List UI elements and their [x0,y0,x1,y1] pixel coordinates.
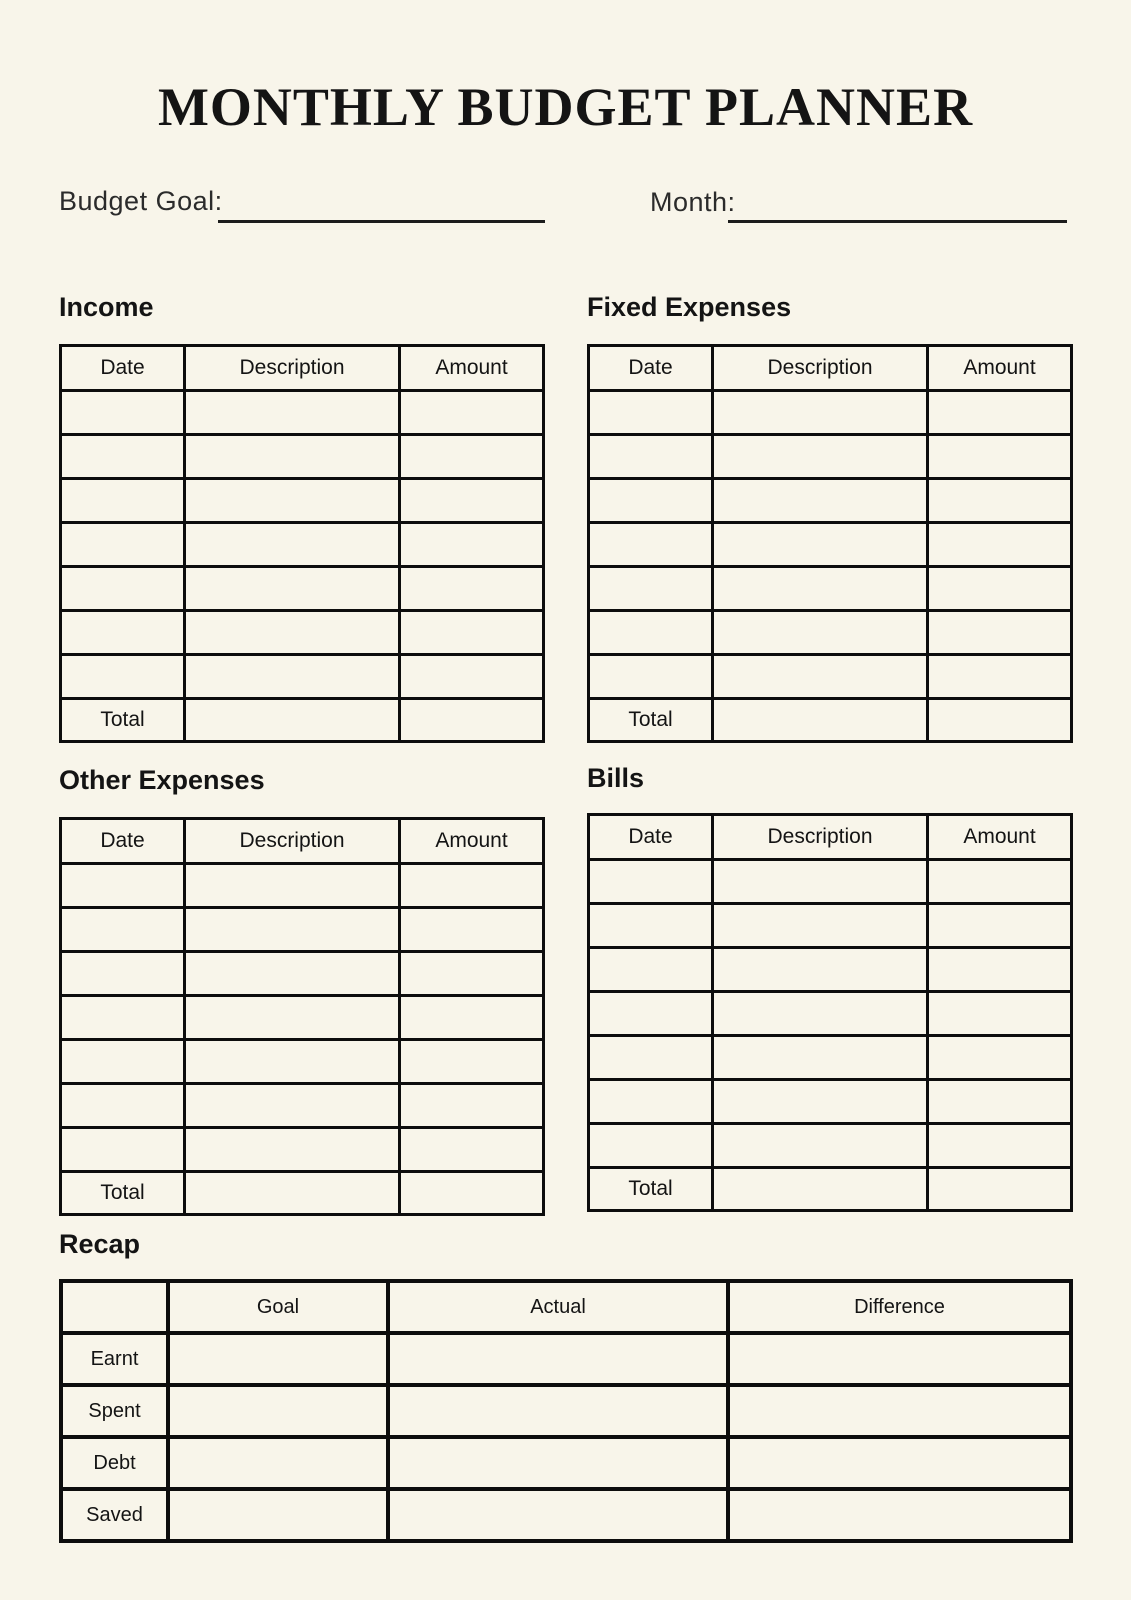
recap-row [61,1385,1071,1437]
bills-section-title: Bills [587,763,645,793]
column-header: Date [61,346,185,391]
total-row [589,1168,1072,1211]
entry-cell[interactable] [928,1080,1072,1124]
entry-cell[interactable] [713,1036,928,1080]
entry-cell[interactable] [400,655,544,699]
recap-row-label: Debt [61,1437,168,1489]
other-expenses-table [59,817,545,1216]
recap-goal-cell[interactable] [168,1333,388,1385]
entry-row [61,952,544,996]
entry-cell[interactable] [928,904,1072,948]
entry-row [589,523,1072,567]
entry-cell[interactable] [928,1036,1072,1080]
entry-cell[interactable] [713,948,928,992]
total-label: Total [589,1168,713,1211]
entry-cell[interactable] [400,523,544,567]
recap-goal-cell[interactable] [168,1385,388,1437]
entry-cell[interactable] [61,567,185,611]
entry-cell[interactable] [400,908,544,952]
entry-cell[interactable] [61,1040,185,1084]
entry-row [589,567,1072,611]
entry-cell[interactable] [400,479,544,523]
header-row [61,819,544,864]
entry-cell[interactable] [185,567,400,611]
entry-row [589,611,1072,655]
recap-row [61,1489,1071,1541]
entry-cell[interactable] [61,1084,185,1128]
total-value-cell[interactable] [400,699,544,742]
entry-cell[interactable] [589,391,713,435]
entry-cell[interactable] [61,864,185,908]
recap-column-header: Difference [728,1281,1071,1333]
entry-cell[interactable] [61,655,185,699]
income-section-title: Income [59,292,154,322]
entry-row [61,1084,544,1128]
column-header: Amount [928,346,1072,391]
recap-difference-cell[interactable] [728,1385,1071,1437]
entry-row [61,655,544,699]
entry-cell[interactable] [589,948,713,992]
entry-cell[interactable] [713,479,928,523]
entry-cell[interactable] [713,992,928,1036]
entry-row [589,948,1072,992]
total-row [61,1172,544,1215]
entry-row [589,1080,1072,1124]
column-header: Description [185,819,400,864]
column-header: Amount [400,819,544,864]
recap-column-header: Actual [388,1281,728,1333]
entry-cell[interactable] [928,611,1072,655]
recap-section-title: Recap [59,1229,141,1259]
entry-cell[interactable] [185,1128,400,1172]
recap-actual-cell[interactable] [388,1385,728,1437]
total-value-cell[interactable] [713,699,928,742]
recap-row-label: Spent [61,1385,168,1437]
entry-cell[interactable] [713,523,928,567]
entry-row [589,479,1072,523]
entry-cell[interactable] [589,1036,713,1080]
entry-cell[interactable] [928,523,1072,567]
entry-cell[interactable] [185,1084,400,1128]
entry-cell[interactable] [185,996,400,1040]
recap-difference-cell[interactable] [728,1489,1071,1541]
total-value-cell[interactable] [185,699,400,742]
entry-cell[interactable] [61,1128,185,1172]
total-value-cell[interactable] [928,1168,1072,1211]
entry-row [61,996,544,1040]
entry-cell[interactable] [185,435,400,479]
entry-cell[interactable] [400,391,544,435]
recap-row [61,1437,1071,1489]
entry-cell[interactable] [928,567,1072,611]
entry-row [589,992,1072,1036]
header-row [589,346,1072,391]
entry-cell[interactable] [928,948,1072,992]
header-row [61,346,544,391]
entry-cell[interactable] [185,1040,400,1084]
recap-actual-cell[interactable] [388,1437,728,1489]
entry-cell[interactable] [400,1084,544,1128]
total-row [61,699,544,742]
entry-cell[interactable] [61,611,185,655]
entry-cell[interactable] [928,992,1072,1036]
entry-row [589,391,1072,435]
entry-cell[interactable] [589,860,713,904]
entry-cell[interactable] [589,1080,713,1124]
total-row [589,699,1072,742]
entry-cell[interactable] [589,1124,713,1168]
fixed-expenses-table [587,344,1073,743]
recap-header-row [61,1281,1071,1333]
entry-row [61,435,544,479]
total-label: Total [61,699,185,742]
recap-actual-cell[interactable] [388,1489,728,1541]
recap-actual-cell[interactable] [388,1333,728,1385]
entry-cell[interactable] [713,567,928,611]
entry-row [589,435,1072,479]
entry-cell[interactable] [61,435,185,479]
entry-cell[interactable] [928,435,1072,479]
budget-goal-input-line[interactable] [218,220,545,223]
entry-cell[interactable] [61,391,185,435]
entry-cell[interactable] [713,391,928,435]
entry-row [589,904,1072,948]
recap-row [61,1333,1071,1385]
entry-cell[interactable] [400,435,544,479]
entry-cell[interactable] [589,435,713,479]
recap-column-header [61,1281,168,1333]
entry-cell[interactable] [400,864,544,908]
recap-goal-cell[interactable] [168,1437,388,1489]
entry-cell[interactable] [928,860,1072,904]
entry-cell[interactable] [713,860,928,904]
entry-cell[interactable] [185,864,400,908]
total-value-cell[interactable] [185,1172,400,1215]
entry-cell[interactable] [928,391,1072,435]
entry-row [61,908,544,952]
entry-cell[interactable] [61,523,185,567]
header-row [589,815,1072,860]
entry-cell[interactable] [928,1124,1072,1168]
entry-row [61,611,544,655]
entry-cell[interactable] [400,952,544,996]
column-header: Description [185,346,400,391]
column-header: Date [589,815,713,860]
entry-cell[interactable] [713,1080,928,1124]
total-value-cell[interactable] [928,699,1072,742]
total-value-cell[interactable] [713,1168,928,1211]
entry-row [589,860,1072,904]
recap-difference-cell[interactable] [728,1437,1071,1489]
entry-cell[interactable] [185,908,400,952]
entry-cell[interactable] [400,996,544,1040]
entry-cell[interactable] [589,567,713,611]
entry-cell[interactable] [400,1128,544,1172]
fixed-expenses-section-title: Fixed Expenses [587,292,792,322]
income-table [59,344,545,743]
total-label: Total [61,1172,185,1215]
entry-cell[interactable] [185,655,400,699]
entry-cell[interactable] [400,1040,544,1084]
column-header: Description [713,346,928,391]
entry-row [589,1124,1072,1168]
recap-row-label: Saved [61,1489,168,1541]
entry-cell[interactable] [185,952,400,996]
total-label: Total [589,699,713,742]
entry-row [61,567,544,611]
entry-cell[interactable] [713,1124,928,1168]
month-label: Month: [650,187,736,217]
entry-cell[interactable] [589,992,713,1036]
entry-cell[interactable] [713,435,928,479]
entry-cell[interactable] [185,611,400,655]
recap-table [59,1279,1073,1543]
entry-cell[interactable] [589,611,713,655]
entry-cell[interactable] [589,479,713,523]
entry-cell[interactable] [713,904,928,948]
entry-row [61,479,544,523]
entry-cell[interactable] [928,479,1072,523]
other-expenses-section-title: Other Expenses [59,765,265,795]
entry-cell[interactable] [61,908,185,952]
entry-cell[interactable] [713,655,928,699]
budget-goal-label: Budget Goal: [59,186,223,216]
entry-cell[interactable] [589,655,713,699]
column-header: Date [61,819,185,864]
recap-column-header: Goal [168,1281,388,1333]
entry-cell[interactable] [61,996,185,1040]
bills-table [587,813,1073,1212]
entry-cell[interactable] [589,523,713,567]
entry-row [61,523,544,567]
entry-cell[interactable] [928,655,1072,699]
column-header: Amount [400,346,544,391]
entry-cell[interactable] [589,904,713,948]
entry-cell[interactable] [185,479,400,523]
entry-cell[interactable] [400,611,544,655]
recap-goal-cell[interactable] [168,1489,388,1541]
entry-row [589,655,1072,699]
column-header: Description [713,815,928,860]
column-header: Date [589,346,713,391]
entry-row [61,1040,544,1084]
entry-row [61,391,544,435]
entry-row [61,864,544,908]
entry-cell[interactable] [185,391,400,435]
entry-cell[interactable] [185,523,400,567]
recap-row-label: Earnt [61,1333,168,1385]
page-title: MONTHLY BUDGET PLANNER [157,77,974,137]
entry-cell[interactable] [61,479,185,523]
recap-difference-cell[interactable] [728,1333,1071,1385]
entry-row [589,1036,1072,1080]
month-input-line[interactable] [728,220,1067,223]
total-value-cell[interactable] [400,1172,544,1215]
column-header: Amount [928,815,1072,860]
entry-cell[interactable] [713,611,928,655]
entry-cell[interactable] [61,952,185,996]
entry-row [61,1128,544,1172]
entry-cell[interactable] [400,567,544,611]
